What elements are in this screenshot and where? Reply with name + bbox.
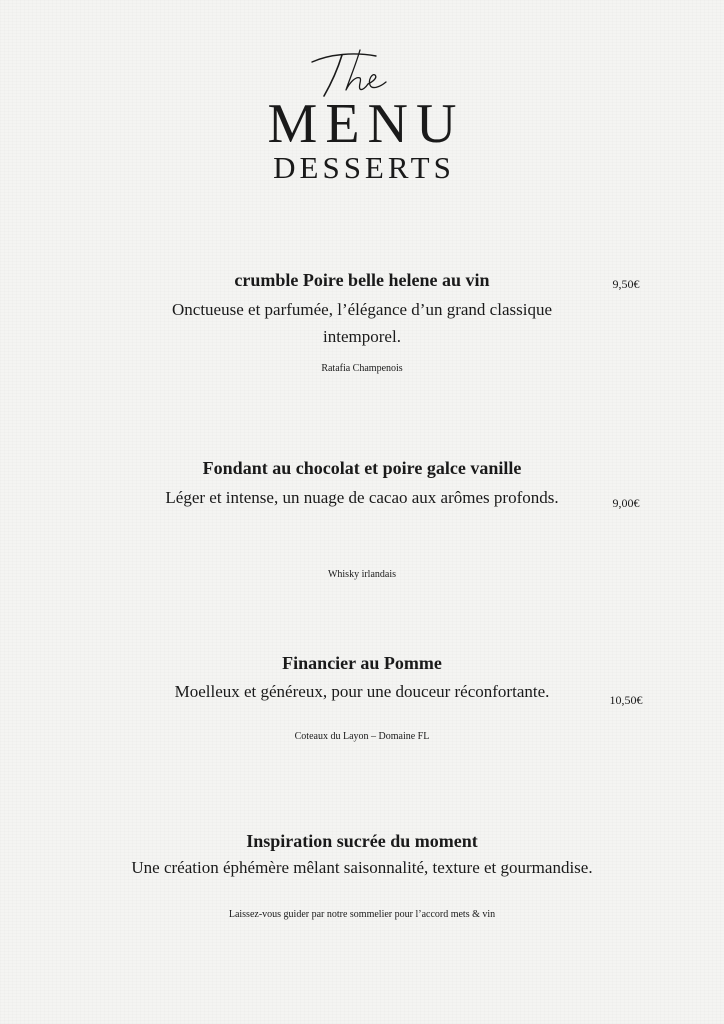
- header-script-the: [302, 40, 402, 100]
- dessert-price: 9,50€: [612, 277, 640, 291]
- wine-pairing: Coteaux du Layon – Domaine FL: [294, 731, 430, 742]
- dessert-title: Financier au Pomme: [282, 653, 442, 673]
- dessert-title: Inspiration sucrée du moment: [246, 831, 478, 851]
- menu-subtitle: DESSERTS: [273, 150, 455, 185]
- menu-title: MENU: [267, 93, 465, 155]
- wine-pairing: Ratafia Champenois: [321, 363, 403, 374]
- dessert-title: crumble Poire belle helene au vin: [234, 270, 490, 290]
- dessert-title: Fondant au chocolat et poire galce vanille: [202, 458, 522, 478]
- dessert-description: Une création éphémère mêlant saisonnalité, texture et gourmandise.: [131, 858, 593, 877]
- script-the-lettering: [302, 40, 402, 100]
- dessert-description: Moelleux et généreux, pour une douceur réconfortante.: [174, 682, 550, 701]
- dessert-description: Léger et intense, un nuage de cacao aux arômes profonds.: [165, 488, 559, 507]
- dessert-description: Onctueuse et parfumée, l’élégance d’un grand classique intemporel.: [172, 300, 552, 346]
- wine-pairing: Whisky irlandais: [327, 569, 397, 580]
- wine-pairing: Laissez-vous guider par notre sommelier pour l’accord mets & vin: [228, 909, 496, 920]
- dessert-price: 9,00€: [612, 496, 640, 510]
- dessert-price: 10,50€: [609, 693, 643, 707]
